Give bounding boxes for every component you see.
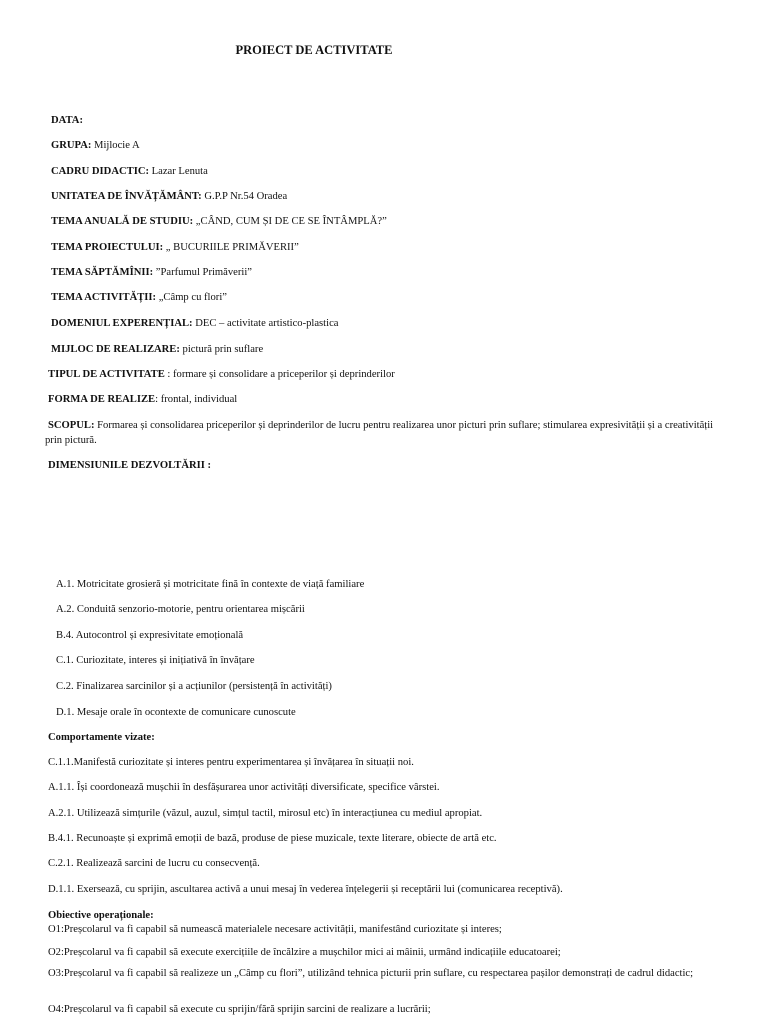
dimension-item: D.1. Mesaje orale în ocontexte de comunicare cunoscute bbox=[56, 707, 296, 718]
objectives-heading: Obiective operaționale: bbox=[48, 910, 154, 921]
field-unitatea: UNITATEA DE ÎNVĂȚĂMÂNT: G.P.P Nr.54 Oradea bbox=[51, 191, 288, 202]
page-title: PROIECT DE ACTIVITATE bbox=[235, 43, 393, 57]
field-data: DATA: bbox=[51, 115, 83, 126]
dimensions-heading: DIMENSIUNILE DEZVOLTĂRII : bbox=[48, 460, 212, 471]
field-tema-anuala: TEMA ANUALĂ DE STUDIU: „CÂND, CUM ȘI DE CE SE ÎNTÂMPLĂ?” bbox=[51, 216, 387, 227]
dimension-item: C.2. Finalizarea sarcinilor și a acțiunilor (persistență în activități) bbox=[56, 681, 332, 692]
behavior-item: A.2.1. Utilizează simțurile (văzul, auzul, simțul tactil, mirosul etc) în interacțiunea cu mediul apropiat. bbox=[48, 808, 483, 819]
dimension-item: B.4. Autocontrol și expresivitate emoțională bbox=[56, 630, 244, 641]
objective-item: O1:Preșcolarul va fi capabil să numească materialele necesare activității, manifestând curiozitate și interes; bbox=[48, 924, 502, 935]
behavior-item: C.1.1.Manifestă curiozitate și interes pentru experimentarea și învățarea în situații noi. bbox=[48, 757, 414, 768]
objective-item: O4:Preșcolarul va fi capabil să execute cu sprijin/fără sprijin sarcini de realizare a lucrării; bbox=[48, 1004, 431, 1015]
behavior-item: B.4.1. Recunoaște și exprimă emoții de bază, produse de piese muzicale, texte literare, obiecte de artă etc. bbox=[48, 833, 497, 844]
behaviors-heading: Comportamente vizate: bbox=[48, 732, 155, 743]
behavior-item: A.1.1. Își coordonează mușchii în desfășurarea unor activități diversificate, specifice vârstei. bbox=[48, 782, 440, 793]
dimension-item: C.1. Curiozitate, interes și inițiativă în învățare bbox=[56, 655, 255, 666]
field-tema-activitatii: TEMA ACTIVITĂȚII: „Câmp cu flori” bbox=[51, 292, 227, 303]
field-grupa: GRUPA: Mijlocie A bbox=[51, 140, 140, 151]
scope-paragraph: SCOPUL: Formarea și consolidarea priceperilor și deprinderilor de lucru pentru realizarea unor picturi prin suflare; stimularea expresivității și a creativității prin pictură. bbox=[45, 420, 714, 446]
behavior-item: C.2.1. Realizează sarcini de lucru cu consecvență. bbox=[48, 858, 260, 869]
objective-item: O3:Preșcolarul va fi capabil să realizeze un „Câmp cu flori”, utilizând tehnica picturii prin suflare, cu respectarea pașilor demonstrați de cadrul didactic; bbox=[48, 968, 694, 979]
field-tema-saptamanii: TEMA SĂPTĂMÎNII: ”Parfumul Primăverii” bbox=[51, 267, 252, 278]
field-tema-proiectului: TEMA PROIECTULUI: „ BUCURIILE PRIMĂVERII” bbox=[51, 242, 299, 253]
field-tipul: TIPUL DE ACTIVITATE : formare și consolidare a priceperilor și deprinderilor bbox=[48, 369, 395, 380]
objective-item: O2:Preșcolarul va fi capabil să execute exercițiile de încălzire a mușchilor mici ai mâinii, urmând indicațiile educatoarei; bbox=[48, 947, 561, 958]
field-domeniul: DOMENIUL EXPERENȚIAL: DEC – activitate artistico-plastica bbox=[51, 318, 339, 329]
dimension-item: A.2. Conduită senzorio-motorie, pentru orientarea mișcării bbox=[56, 604, 305, 615]
field-mijloc: MIJLOC DE REALIZARE: pictură prin suflare bbox=[51, 344, 264, 355]
behavior-item: D.1.1. Exersează, cu sprijin, ascultarea activă a unui mesaj în vederea înțelegerii și receptării lui (comunicarea receptivă). bbox=[48, 884, 563, 895]
field-forma: FORMA DE REALIZE: frontal, individual bbox=[48, 394, 238, 405]
dimension-item: A.1. Motricitate grosieră și motricitate fină în contexte de viață familiare bbox=[56, 579, 365, 590]
field-cadru-didactic: CADRU DIDACTIC: Lazar Lenuta bbox=[51, 166, 208, 177]
